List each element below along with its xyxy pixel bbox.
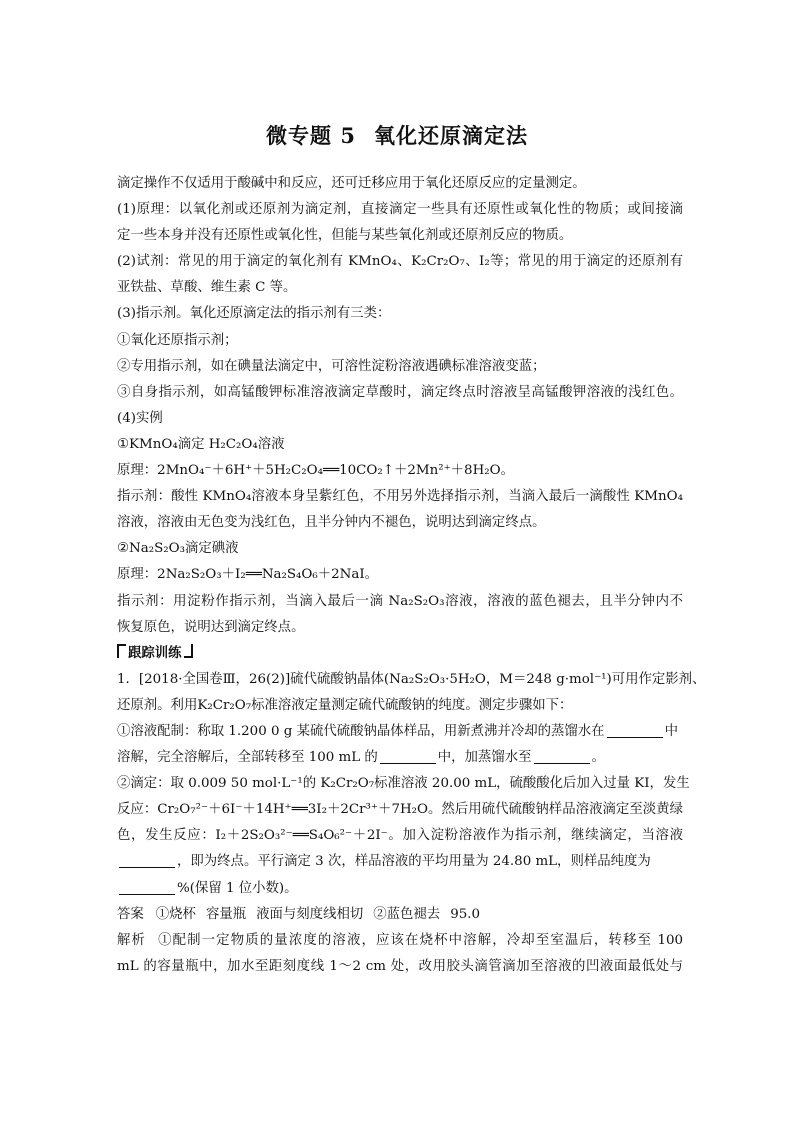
answer-line — [117, 902, 683, 928]
exercise-text: 中，加蒸馏水至 — [437, 750, 532, 766]
exercise-line: 1．[2018·全国卷Ⅲ，26(2)]硫代硫酸钠晶体(Na₂S₂O₃·5H₂O，M＝248 g·mol⁻¹)可用作定影剂、 — [117, 671, 706, 687]
section-tag-text: 跟踪训练 — [128, 645, 182, 661]
analysis-line — [117, 928, 683, 954]
exercise-line: 色，发生反应：I₂＋2S₂O₃²⁻══S₄O₆²⁻＋2I⁻。加入淀粉溶液作为指示剂，继续滴定，当溶液 — [117, 828, 683, 844]
paragraph-line: ②专用指示剂，如在碘量法滴定中，可溶性淀粉溶液遇碘标准溶液变蓝； — [117, 358, 546, 374]
paragraph-line: 亚铁盐、草酸、维生素 C 等。 — [117, 280, 297, 296]
answer-blank — [380, 762, 436, 764]
paragraph-line: 指示剂：酸性 KMnO₄溶液本身呈紫红色，不用另外选择指示剂，当滴入最后一滴酸性 KMnO₄ — [117, 489, 683, 505]
answer-item: ②蓝色褪去 — [373, 906, 441, 922]
exercise-line: 还原剂。利用K₂Cr₂O₇标准溶液定量测定硫代硫酸钠的纯度。测定步骤如下： — [117, 697, 573, 713]
answer-item: 95.0 — [450, 906, 481, 922]
paragraph-line: (3)指示剂。氧化还原滴定法的指示剂有三类： — [117, 306, 391, 322]
exercise-text: 中 — [664, 723, 678, 739]
answer-item: 液面与刻度线相切 — [256, 906, 364, 922]
paragraph-line: ③自身指示剂，如高锰酸钾标准溶液滴定草酸时，滴定终点时溶液呈高锰酸钾溶液的浅红色。 — [117, 384, 683, 400]
exercise-line: 反应：Cr₂O₇²⁻＋6I⁻＋14H⁺══3I₂＋2Cr³⁺＋7H₂O。然后用硫代硫酸钠样品溶液滴定至淡黄绿 — [117, 802, 683, 818]
paragraph-line: 原理：2MnO₄⁻＋6H⁺＋5H₂C₂O₄══10CO₂↑＋2Mn²⁺＋8H₂O。 — [117, 463, 514, 479]
exercise-line: ②滴定：取 0.009 50 mol·L⁻¹的 K₂Cr₂O₇标准溶液 20.00 mL，硫酸酸化后加入过量 KI，发生 — [117, 776, 690, 792]
paragraph-line: 滴定操作不仅适用于酸碱中和反应，还可迁移应用于氧化还原反应的定量测定。 — [117, 176, 586, 191]
exercise-text: ，即为终点。平行滴定 3 次，样品溶液的平均用量为 24.80 mL，则样品纯度为 — [177, 854, 651, 870]
paragraph-line: 定一些本身并没有还原性或氧化性，但能与某些氧化剂或还原剂反应的物质。 — [117, 228, 573, 244]
paragraph-line: 原理：2Na₂S₂O₃＋I₂══Na₂S₄O₆＋2NaI。 — [117, 567, 379, 583]
paragraph-line: 恢复原色，说明达到滴定终点。 — [117, 619, 305, 635]
paragraph-line: 溶液，溶液由无色变为浅红色，且半分钟内不褪色，说明达到滴定终点。 — [117, 515, 546, 531]
paragraph-line: ①KMnO₄滴定 H₂C₂O₄溶液 — [117, 436, 285, 452]
analysis-text: ①配制一定物质的量浓度的溶液，应该在烧杯中溶解，冷却至室温后，转移至 100 — [158, 932, 684, 948]
paragraph-line: (4)实例 — [117, 410, 163, 426]
exercise-text: ①溶液配制：称取 1.200 0 g 某硫代硫酸钠晶体样品，用新煮沸并冷却的蒸馏水在 — [117, 723, 605, 739]
answer-blank — [534, 762, 590, 764]
answer-blank — [607, 736, 663, 738]
exercise-line — [117, 876, 683, 902]
exercise-line — [117, 719, 683, 745]
section-heading — [117, 641, 683, 667]
paragraph-line: ②Na₂S₂O₃滴定碘液 — [117, 541, 239, 557]
paragraph-line: (2)试剂：常见的用于滴定的氧化剂有 KMnO₄、K₂Cr₂O₇、I₂等；常见的用于滴定的还原剂有 — [117, 254, 683, 270]
analysis-line: mL 的容量瓶中，加水至距刻度线 1～2 cm 处，改用胶头滴管滴加至溶液的凹液面最低处与 — [117, 958, 683, 974]
answer-blank — [119, 893, 175, 895]
section-tag — [117, 646, 193, 661]
title-text: 氧化还原滴定法 — [373, 123, 528, 148]
page-title — [0, 120, 794, 150]
paragraph-line: 指示剂：用淀粉作指示剂，当滴入最后一滴 Na₂S₂O₃溶液，溶液的蓝色褪去，且半分钟内不 — [117, 593, 683, 609]
exercise-text: 。 — [591, 750, 605, 766]
exercise-text: %(保留 1 位小数)。 — [177, 880, 298, 896]
answer-blank — [119, 866, 175, 868]
paragraph-line: (1)原理：以氧化剂或还原剂为滴定剂，直接滴定一些具有还原性或氧化性的物质；或间接滴 — [117, 202, 683, 218]
answer-item: 容量瓶 — [205, 906, 247, 922]
exercise-text: 溶解，完全溶解后，全部转移至 100 mL 的 — [117, 750, 378, 766]
analysis-label: 解析 — [117, 932, 147, 948]
paragraph-line: ①氧化还原指示剂； — [117, 332, 238, 348]
title-label: 微专题 5 — [266, 123, 356, 148]
document-body — [117, 171, 706, 980]
answer-label: 答案 — [117, 906, 144, 922]
exercise-line — [117, 745, 683, 771]
exercise-line — [117, 849, 683, 875]
answer-item: ①烧杯 — [155, 906, 196, 922]
